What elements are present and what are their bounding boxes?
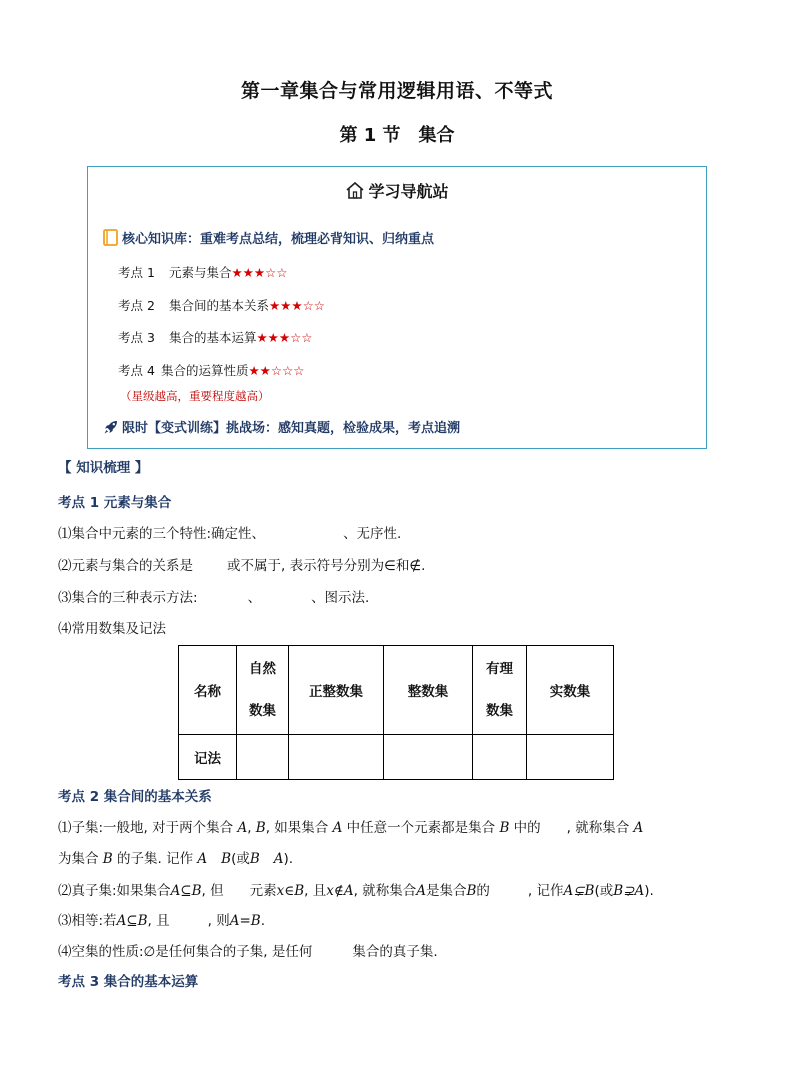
- table-cell: 记法: [179, 735, 237, 780]
- text: , 且: [147, 913, 170, 929]
- core-label: 核心知识库：: [122, 232, 201, 247]
- text: ⑵元素与集合的关系是: [58, 558, 193, 574]
- math: A: [237, 820, 248, 836]
- table-cell: 正整数集: [289, 646, 384, 735]
- table-cell: [289, 735, 384, 780]
- text: ⑵真子集:如果集合: [58, 883, 171, 899]
- kp-name: 元素与集合: [168, 265, 232, 280]
- text: 集合的真子集.: [352, 944, 438, 960]
- kp1-paragraph-3: [58, 586, 369, 606]
- text: , 记作: [527, 883, 564, 899]
- text: ,: [247, 820, 252, 836]
- star-rating: ★★★☆☆: [268, 298, 325, 313]
- table-cell: [384, 735, 473, 780]
- math: B: [102, 851, 113, 867]
- text: 、图示法.: [311, 590, 370, 606]
- math: B: [221, 851, 232, 867]
- table-cell: 实数集: [527, 646, 614, 735]
- table-cell: [527, 735, 614, 780]
- text: .: [260, 913, 266, 929]
- table-cell: [237, 735, 289, 780]
- table-cell: [473, 646, 527, 735]
- math: A: [416, 883, 426, 899]
- cell-text: 有理: [486, 661, 513, 677]
- core-knowledge-row: [103, 228, 434, 250]
- text: 或不属于, 表示符号分别为∈和∉.: [227, 558, 426, 574]
- math: B: [249, 851, 260, 867]
- math: B⊋A: [613, 883, 645, 899]
- cell-text: 数集: [249, 703, 276, 719]
- core-desc: 重难考点总结，梳理必背知识、归纳重点: [200, 232, 435, 247]
- text: ⑴集合中元素的三个特性:确定性、: [58, 526, 266, 542]
- text: 中任意一个元素都是集合: [346, 820, 496, 836]
- book-icon: [103, 229, 118, 250]
- text: ⑷空集的性质:∅是任何集合的子集, 是任何: [58, 944, 313, 960]
- table-cell: 整数集: [384, 646, 473, 735]
- text: , 则: [207, 913, 230, 929]
- kp-name: 集合的运算性质: [160, 363, 249, 378]
- math: A: [273, 851, 284, 867]
- study-navigation-box: [87, 166, 707, 449]
- table-cell: [473, 735, 527, 780]
- challenge-desc: 感知真题，检验成果，考点追溯: [278, 421, 461, 436]
- text: , 就称集合: [353, 883, 417, 899]
- text: 、无序性.: [343, 526, 402, 542]
- cell-text: 数集: [486, 703, 513, 719]
- star-rating: ★★★☆☆: [231, 265, 288, 280]
- math: A⊆B: [116, 913, 148, 929]
- math: A: [332, 820, 343, 836]
- knowledge-point-item: [118, 328, 312, 346]
- math: B: [255, 820, 266, 836]
- table-row: [179, 646, 614, 735]
- text: (或: [594, 883, 614, 899]
- kp2-paragraph-2: [58, 847, 293, 867]
- kp2-paragraph-4: [58, 909, 265, 929]
- knowledge-point-item: [118, 263, 287, 281]
- math: x∈B: [276, 883, 305, 899]
- kp2-heading: 考点 2 集合间的基本关系: [58, 789, 212, 805]
- challenge-row: [103, 417, 460, 439]
- text: 的子集. 记作: [117, 851, 194, 867]
- section-title: 第 1 节 集合: [339, 125, 455, 146]
- text: , 如果集合: [265, 820, 329, 836]
- math: A: [633, 820, 644, 836]
- kp1-paragraph-2: [58, 554, 425, 574]
- text: 是集合: [425, 883, 467, 899]
- text: ).: [283, 851, 294, 867]
- math: x∉A: [326, 883, 354, 899]
- text: ⑶相等:若: [58, 913, 117, 929]
- number-sets-table: [178, 645, 614, 780]
- knowledge-point-item: [118, 296, 325, 314]
- text: 为集合: [58, 851, 99, 867]
- cell-text: 自然: [249, 661, 276, 677]
- math: B: [499, 820, 510, 836]
- chapter-title: 第一章集合与常用逻辑用语、不等式: [240, 80, 553, 102]
- star-rating: ★★★☆☆: [256, 330, 313, 345]
- text: , 且: [304, 883, 327, 899]
- nav-heading: [88, 179, 706, 202]
- nav-heading-text: 学习导航站: [368, 182, 449, 201]
- rocket-icon: [103, 419, 119, 439]
- kp1-paragraph-1: [58, 522, 401, 542]
- math: B: [466, 883, 477, 899]
- text: ).: [644, 883, 654, 899]
- kp-name: 集合的基本运算: [168, 330, 257, 345]
- kp2-paragraph-1: [58, 816, 643, 836]
- text: ⑴子集:一般地, 对于两个集合: [58, 820, 234, 836]
- table-row: [179, 735, 614, 780]
- math: A=B: [229, 913, 261, 929]
- knowledge-summary-heading: 【 知识梳理 】: [58, 460, 149, 476]
- home-icon: [345, 181, 365, 200]
- text: ⑶集合的三种表示方法:: [58, 590, 198, 606]
- kp3-heading: 考点 3 集合的基本运算: [58, 974, 199, 990]
- math: A: [197, 851, 208, 867]
- text: (或: [231, 851, 250, 867]
- kp2-paragraph-3: [58, 879, 654, 899]
- table-cell: [237, 646, 289, 735]
- text: , 就称集合: [566, 820, 630, 836]
- star-rating: ★★☆☆☆: [248, 363, 305, 378]
- text: 元素: [249, 883, 277, 899]
- text: 中的: [513, 820, 541, 836]
- star-note: （星级越高，重要程度越高）: [120, 389, 270, 403]
- kp-label: 考点 4: [118, 363, 155, 378]
- table-cell: 名称: [179, 646, 237, 735]
- kp-label: 考点 1: [118, 265, 155, 280]
- text: 的: [476, 883, 490, 899]
- knowledge-point-item: [118, 361, 304, 379]
- text: 、: [247, 590, 262, 606]
- kp-label: 考点 2: [118, 298, 155, 313]
- text: , 但: [201, 883, 224, 899]
- math: A⊆B: [170, 883, 202, 899]
- kp1-heading: 考点 1 元素与集合: [58, 495, 172, 511]
- math: A⊊B: [563, 883, 595, 899]
- kp2-paragraph-5: [58, 940, 438, 960]
- kp1-paragraph-4: ⑷常用数集及记法: [58, 621, 166, 637]
- kp-name: 集合间的基本关系: [168, 298, 269, 313]
- kp-label: 考点 3: [118, 330, 155, 345]
- challenge-label: 限时【变式训练】挑战场：: [122, 421, 279, 436]
